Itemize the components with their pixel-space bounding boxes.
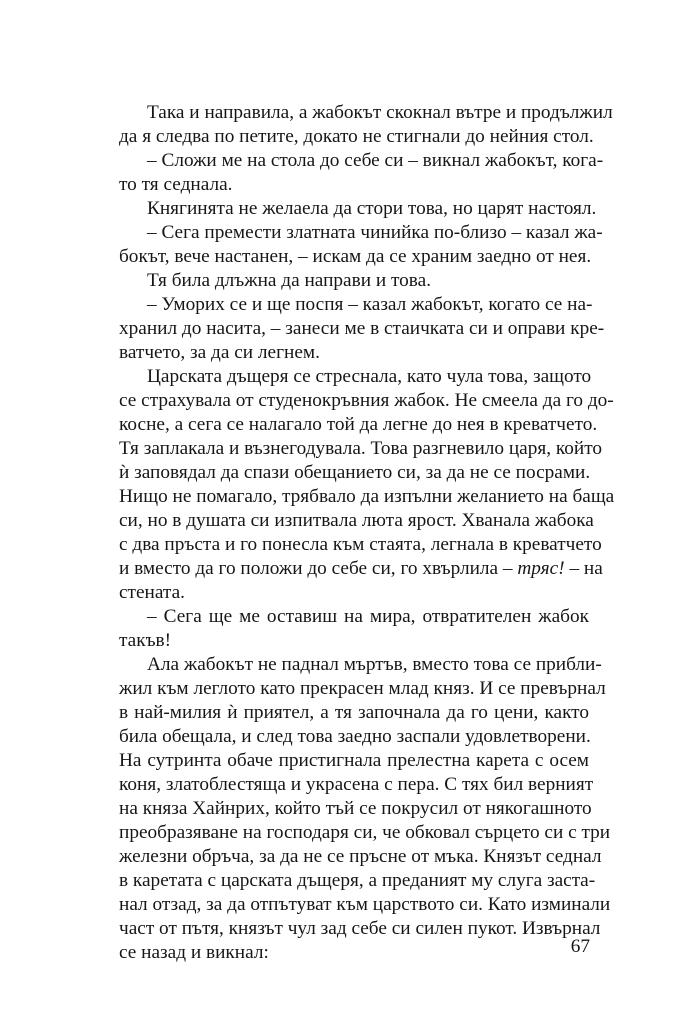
text-line: стената. <box>119 582 185 603</box>
text-line: Княгинята не желаела да стори това, но царят настоял. <box>147 198 597 219</box>
text-line: Ала жабокът не паднал мъртъв, вместо това се прибли- <box>147 654 602 675</box>
text-line: част от пътя, князът чул зад себе си силен пукот. Извърнал <box>119 918 601 939</box>
text-line: ѝ заповядал да спази обещанието си, за да не се посрами. <box>119 462 591 483</box>
text-line: в най-милия ѝ приятел, а тя започнала да го цени, както <box>119 702 589 723</box>
text-line: бокът, вече настанен, – искам да се храним заедно от нея. <box>119 246 592 267</box>
text-line: Така и направила, а жабокът скокнал вътре и продължил <box>147 102 613 123</box>
text-line: хранил до насита, – занеси ме в стаичката си и оправи кре- <box>119 318 605 339</box>
text-line: била обещала, и след това заедно заспали удовлетворени. <box>119 726 591 747</box>
text-line: преобразяване на господаря си, че обковал сърцето си с три <box>119 822 611 843</box>
text-line-start: и вместо да го положи до себе си, го хвърлила – <box>119 558 513 579</box>
text-line: ватчето, за да си легнем. <box>119 342 320 363</box>
text-line: – Сега ще ме оставиш на мира, отвратителен жабок <box>147 606 589 627</box>
text-line: косне, а сега се налагало той да легне до нея в креватчето. <box>119 414 598 435</box>
italic-word: тряс! <box>517 558 565 579</box>
text-line <box>119 557 603 581</box>
text-line: си, но в душата си изпитвала люта ярост. Хванала жабока <box>119 510 594 531</box>
text-line: коня, златоблестяща и украсена с пера. С тях бил верният <box>119 774 594 795</box>
text-line: с два пръста и го понесла към стаята, легнала в креватчето <box>119 534 602 555</box>
text-line-end: – на <box>569 558 603 579</box>
text-line: да я следва по петите, докато не стигнали до нейния стол. <box>119 126 594 147</box>
text-line: На сутринта обаче пристигнала прелестна карета с осем <box>119 750 589 771</box>
text-line: Тя заплакала и възнегодувала. Това разгневило царя, който <box>119 438 603 459</box>
text-line: – Уморих се и ще поспя – казал жабокът, когато се на- <box>147 294 593 315</box>
text-line: се назад и викнал: <box>119 942 269 963</box>
text-line: – Сега премести златната чинийка по-близо – казал жа- <box>147 222 603 243</box>
text-line: – Сложи ме на стола до себе си – викнал жабокът, кога- <box>147 150 604 171</box>
text-line: то тя седнала. <box>119 174 233 195</box>
page-number: 67 <box>570 936 590 957</box>
text-line: Тя била длъжна да направи и това. <box>147 270 432 291</box>
text-line: железни обръча, за да не се пръсне от мъка. Князът седнал <box>119 846 602 867</box>
text-line: Нищо не помагало, трябвало да изпълни желанието на баща <box>119 486 615 507</box>
text-line: Царската дъщеря се стреснала, като чула това, защото <box>147 366 592 387</box>
text-line: в каретата с царската дъщеря, а преданият му слуга застa- <box>119 870 596 891</box>
text-line: на княза Хайнрих, който тъй се покрусил от някогашното <box>119 798 592 819</box>
text-line: нал отзад, за да отпътуват към царството си. Като изминали <box>119 894 611 915</box>
text-line: такъв! <box>119 630 172 651</box>
text-line: се страхувала от студенокръвния жабок. Не смеела да го до- <box>119 390 614 411</box>
text-line: жил към леглото като прекрасен млад княз. И се превърнал <box>119 678 606 699</box>
